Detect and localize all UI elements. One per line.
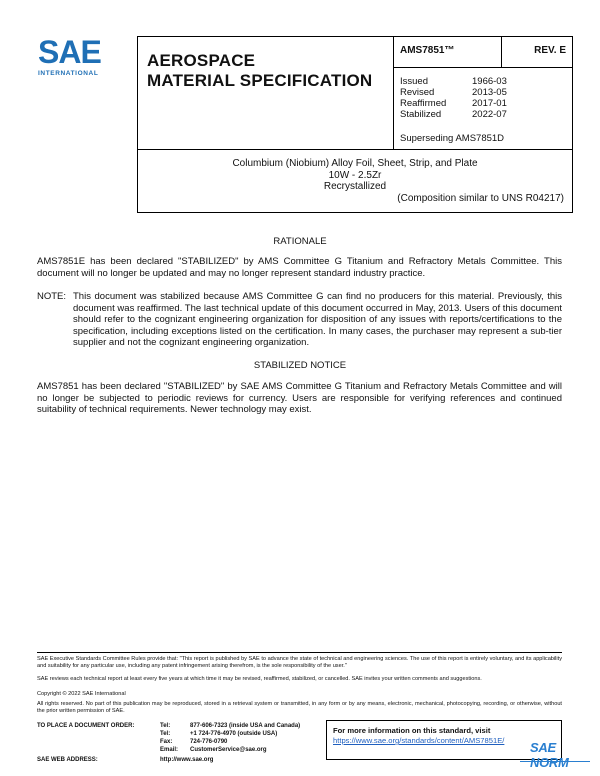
logo-subtitle: INTERNATIONAL — [38, 70, 99, 77]
contact-row — [160, 730, 325, 738]
date-value: 2022-07 — [472, 109, 507, 120]
title-line-2: MATERIAL SPECIFICATION — [147, 71, 373, 90]
subject-line-2: 10W - 2.5Zr — [328, 169, 382, 181]
footer-review: SAE reviews each technical report at least every five years at which time it may be revised, reaffirmed, stabilized, or cancelled. SAE invites your written comments and suggestions. — [37, 676, 482, 682]
subject-line-3: Recrystallized — [323, 181, 387, 192]
contact-value: CustomerService@sae.org — [190, 747, 267, 753]
stabilized-text: AMS7851 has been declared "STABILIZED" by SAE AMS Committee G Titanium and Refractory Metals Committee and will no longer be subjected to periodic reviews for currency. Users are responsible for verifying references and continued suitability of technical requirements. Newer technology may exist. — [37, 381, 562, 415]
contact-label: Fax: — [160, 739, 173, 745]
date-row-revised — [400, 87, 568, 98]
rationale-text: AMS7851E has been declared "STABILIZED" by AMS Committee G Titanium and Refractory Metals Committee. This document will no longer be updated and may no longer represent standard industry practice. — [37, 256, 562, 279]
revision: REV. E — [502, 37, 573, 68]
sae-logo — [38, 36, 128, 86]
subject-line-1: Columbium (Niobium) Alloy Foil, Sheet, Strip, and Plate — [232, 158, 478, 169]
date-value: 2013-05 — [472, 87, 507, 98]
doc-number: AMS7851™ — [394, 37, 502, 68]
header-info — [394, 37, 573, 150]
subject-line-4: (Composition similar to UNS R04217) — [397, 192, 564, 204]
spec-title — [147, 51, 372, 91]
date-row-stabilized — [400, 109, 568, 120]
info-url-link[interactable]: https://www.sae.org/standards/content/AMS7851E/ — [333, 736, 505, 745]
sae-norm-watermark — [510, 738, 596, 772]
contact-row — [160, 738, 325, 746]
date-value: 1966-03 — [472, 76, 507, 87]
spec-header — [137, 36, 573, 150]
contact-label: Tel: — [160, 723, 171, 729]
rationale-heading: RATIONALE — [273, 236, 327, 247]
contact-row — [160, 722, 325, 730]
contact-value: 724-776-0790 — [190, 739, 228, 745]
title-cell — [138, 37, 394, 150]
watermark-rule — [520, 761, 590, 762]
footer-rule — [37, 652, 562, 653]
web-label: SAE WEB ADDRESS: — [37, 757, 98, 763]
footer-copyright: Copyright © 2022 SAE International — [37, 691, 126, 697]
date-label: Revised — [400, 87, 435, 98]
subject-box — [137, 149, 573, 213]
logo-brand: SAE — [38, 34, 101, 70]
date-label: Reaffirmed — [400, 98, 447, 109]
order-label: TO PLACE A DOCUMENT ORDER: — [37, 723, 135, 729]
note-label: NOTE: — [37, 291, 67, 302]
contact-row — [160, 746, 325, 754]
superseding: Superseding AMS7851D — [400, 133, 505, 144]
date-label: Issued — [400, 76, 428, 87]
date-row-reaffirmed — [400, 98, 568, 109]
title-line-1: AEROSPACE — [147, 51, 256, 70]
date-value: 2017-01 — [472, 98, 507, 109]
contact-label: Tel: — [160, 731, 171, 737]
footer-rules: SAE Executive Standards Committee Rules provide that: "This report is published by SAE to advance the state of technical and engineering sciences. The use of this report is entirely voluntary, and its applicability and suitability for any particular use, including any patent infringement arising therefrom, is the sole responsibility of the user." — [37, 656, 562, 669]
contact-label: Email: — [160, 747, 179, 753]
info-lead: For more information on this standard, visit — [333, 726, 491, 735]
stabilized-heading: STABILIZED NOTICE — [253, 360, 347, 371]
date-list — [400, 76, 568, 120]
footer-rights: All rights reserved. No part of this publication may be reproduced, stored in a retrieval system or transmitted, in any form or by any means, electronic, mechanical, photocopying, recording, or otherwise, without the prior written permission of SAE. — [37, 701, 562, 714]
contact-value: 877-606-7323 (inside USA and Canada) — [190, 723, 301, 729]
contact-list — [160, 722, 325, 754]
note-text: This document was stabilized because AMS Committee G can find no producers for this material. Previously, this document was reaffirmed. The last technical update of this document occurred in May, 2013. Users of this document should refer to the cognizant engineering organization for disposition of any issues with reports/certifications to the specification, including exceptions listed on the certification. In many cases, the purchaser may represent a sub-tier supplier and not the cognizant engineering organization. — [73, 291, 562, 348]
web-value[interactable]: http://www.sae.org — [160, 757, 214, 763]
contact-value: +1 724-776-4970 (outside USA) — [190, 731, 278, 737]
watermark-text: SAE NORM — [530, 740, 569, 770]
date-label: Stabilized — [400, 109, 442, 120]
date-row-issued — [400, 76, 568, 87]
